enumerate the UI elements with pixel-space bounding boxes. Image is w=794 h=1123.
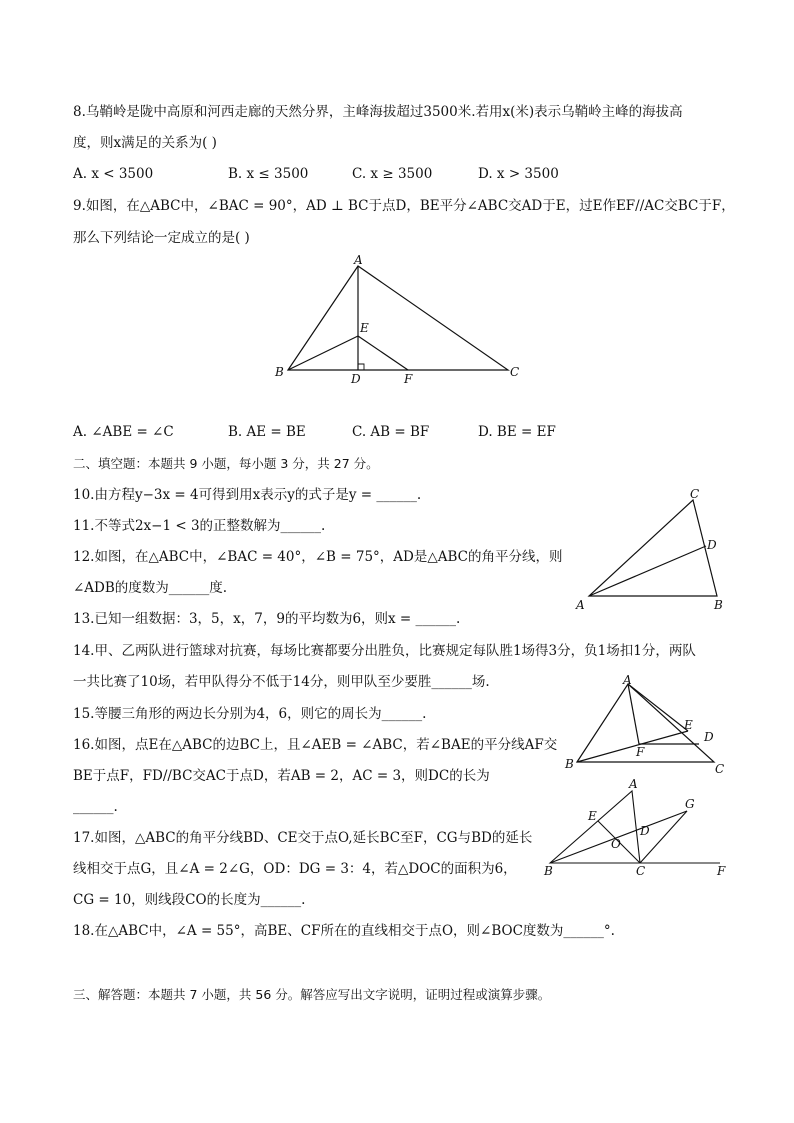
q9-segment-be — [288, 336, 358, 370]
q9-option-a: A. ∠ABE = ∠C — [73, 424, 174, 440]
q8-line1: 8.乌鞘岭是陇中高原和河西走廊的天然分界，主峰海拔超过3500米.若用x(米)表示乌鞘岭主峰的海拔高 — [73, 104, 683, 120]
q17-triangle-abc — [550, 791, 640, 863]
q16-triangle-abc — [577, 684, 714, 762]
q9-line2: 那么下列结论一定成立的是( ) — [73, 230, 250, 246]
q8-option-b: B. x ≤ 3500 — [228, 166, 309, 182]
q9-option-b: B. AE = BE — [228, 424, 306, 440]
q12-triangle-abc — [589, 500, 717, 596]
section-3-heading: 三、解答题：本题共 7 小题，共 56 分。解答应写出文字说明，证明过程或演算步骤。 — [73, 987, 551, 1002]
q12-label-a: A — [576, 598, 585, 612]
q9-option-c: C. AB = BF — [352, 424, 430, 440]
q17-label-e: E — [588, 809, 597, 823]
q13: 13.已知一组数据：3，5，x，7，9的平均数为6，则x = ______. — [73, 611, 461, 627]
q18: 18.在△ABC中，∠A = 55°，高BE、CF所在的直线相交于点O，则∠BOC度数为______°. — [73, 923, 615, 939]
q8-option-c: C. x ≥ 3500 — [352, 166, 433, 182]
q16-label-c: C — [715, 762, 725, 776]
q12-label-b: B — [714, 598, 723, 612]
q11: 11.不等式2x−1 < 3的正整数解为______. — [73, 518, 326, 534]
q8-option-d: D. x > 3500 — [478, 166, 559, 182]
q16-figure — [562, 672, 732, 778]
q9-right-angle-mark — [358, 364, 364, 370]
q8-line2: 度，则x满足的关系为( ) — [73, 135, 217, 151]
q17-label-b: B — [544, 864, 553, 878]
q16-label-f: F — [636, 745, 645, 759]
q9-label-c: C — [510, 365, 520, 379]
q12-label-c: C — [690, 487, 700, 501]
q16-segment-ae — [628, 684, 688, 731]
section-2-heading: 二、填空题：本题共 9 小题，每小题 3 分，共 27 分。 — [73, 456, 379, 471]
q17-label-g: G — [685, 797, 695, 811]
q17-line1: 17.如图，△ABC的角平分线BD、CE交于点O,延长BC至F，CG与BD的延长 — [73, 830, 533, 846]
q14-line2: 一共比赛了10场，若甲队得分不低于14分，则甲队至少要胜______场. — [73, 674, 490, 690]
q16-label-d: D — [704, 730, 714, 744]
q8-option-a: A. x < 3500 — [73, 166, 154, 182]
q16-line2: BE于点F，FD//BC交AC于点D，若AB = 2，AC = 3，则DC的长为 — [73, 768, 490, 784]
q9-line1: 9.如图，在△ABC中，∠BAC = 90°，AD ⊥ BC于点D，BE平分∠ABC交AD于E，过E作EF//AC交BC于F， — [73, 198, 735, 214]
q9-figure — [270, 252, 530, 392]
q17-line3: CG = 10，则线段CO的长度为______. — [73, 892, 306, 908]
q14-line1: 14.甲、乙两队进行篮球对抗赛，每场比赛都要分出胜负，比赛规定每队胜1场得3分，负1场扣1分，两队 — [73, 643, 696, 659]
q12-figure — [572, 486, 732, 614]
q16-line3: ______. — [73, 799, 118, 815]
q17-label-d: D — [640, 824, 650, 838]
q9-label-b: B — [275, 365, 284, 379]
q16-label-b: B — [565, 757, 574, 771]
q9-label-e: E — [360, 321, 369, 335]
q15: 15.等腰三角形的两边长分别为4，6，则它的周长为______. — [73, 706, 427, 722]
q16-line1: 16.如图，点E在△ABC的边BC上，且∠AEB = ∠ABC，若∠BAE的平分线AF交 — [73, 737, 558, 753]
q12-line2: ∠ADB的度数为______度. — [73, 580, 228, 596]
q9-label-d: D — [351, 372, 361, 386]
q17-label-c: C — [636, 864, 646, 878]
q16-label-e: E — [684, 718, 693, 732]
q9-label-f: F — [404, 372, 413, 386]
q9-segment-ef — [358, 336, 408, 370]
q10: 10.由方程y−3x = 4可得到用x表示y的式子是y = ______. — [73, 487, 422, 503]
q17-label-a: A — [629, 777, 638, 791]
q12-label-d: D — [707, 538, 717, 552]
q12-segment-ad — [589, 546, 706, 596]
q16-label-a: A — [623, 673, 632, 687]
q12-line1: 12.如图，在△ABC中，∠BAC = 40°，∠B = 75°，AD是△ABC的角平分线，则 — [73, 549, 563, 565]
q17-label-o: O — [611, 837, 621, 851]
q17-figure — [540, 777, 730, 879]
q17-label-f: F — [717, 864, 726, 878]
q9-label-a: A — [354, 253, 363, 267]
q17-line2: 线相交于点G，且∠A = 2∠G，OD：DG = 3：4，若△DOC的面积为6， — [73, 861, 517, 877]
q9-option-d: D. BE = EF — [478, 424, 556, 440]
